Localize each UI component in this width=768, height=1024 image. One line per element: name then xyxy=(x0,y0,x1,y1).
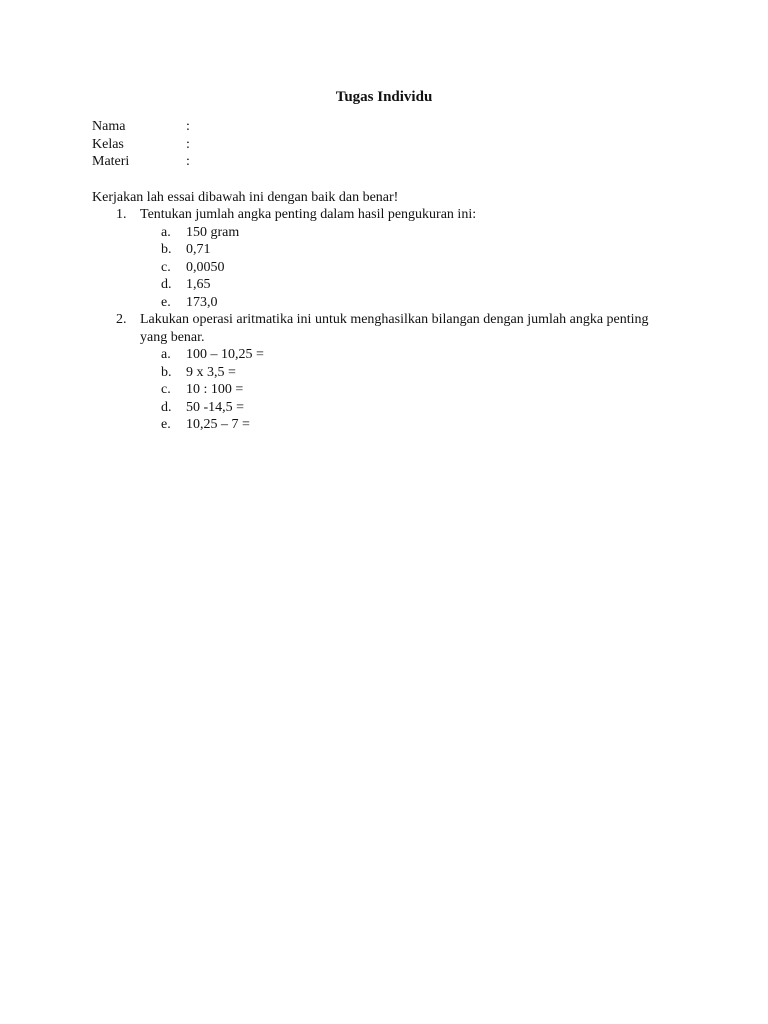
option-text: 100 – 10,25 = xyxy=(186,347,264,362)
info-separator: : xyxy=(186,119,190,134)
question-1 xyxy=(0,206,768,311)
option-letter: c. xyxy=(161,259,171,275)
option-text: 0,0050 xyxy=(186,259,225,275)
option-item xyxy=(0,381,768,399)
option-item xyxy=(0,364,768,382)
instruction-text: Kerjakan lah essai dibawah ini dengan baik dan benar! xyxy=(92,190,399,205)
option-text: 10 : 100 = xyxy=(186,382,244,397)
option-letter: d. xyxy=(161,399,172,415)
question-text: Tentukan jumlah angka penting dalam hasil pengukuran ini: xyxy=(140,207,477,222)
info-row-nama xyxy=(92,118,190,136)
option-item xyxy=(0,399,768,417)
option-item xyxy=(0,294,768,312)
info-separator: : xyxy=(186,136,190,152)
option-letter: a. xyxy=(161,347,171,362)
option-letter: b. xyxy=(161,364,172,380)
info-row-materi xyxy=(92,153,190,171)
question-text: Lakukan operasi aritmatika ini untuk menghasilkan bilangan dengan jumlah angka penting yang benar. xyxy=(140,312,649,345)
option-letter: a. xyxy=(161,224,171,240)
option-item xyxy=(0,224,768,242)
student-info xyxy=(92,118,190,171)
option-letter: e. xyxy=(161,417,171,432)
option-text: 150 gram xyxy=(186,224,240,240)
option-letter: e. xyxy=(161,294,171,310)
option-text: 9 x 3,5 = xyxy=(186,364,236,380)
option-text: 10,25 – 7 = xyxy=(186,417,250,432)
option-item xyxy=(0,259,768,277)
option-text: 1,65 xyxy=(186,277,211,292)
option-letter: b. xyxy=(161,242,172,257)
info-label: Materi xyxy=(92,154,130,169)
question-number: 2. xyxy=(116,312,127,327)
option-item xyxy=(0,276,768,294)
option-item xyxy=(0,346,768,364)
option-item xyxy=(0,241,768,259)
option-text: 173,0 xyxy=(186,294,218,310)
option-item xyxy=(0,416,768,434)
option-text: 50 -14,5 = xyxy=(186,399,245,415)
question-list xyxy=(0,206,768,434)
info-label: Kelas xyxy=(92,136,124,152)
option-text: 0,71 xyxy=(186,242,211,257)
info-separator: : xyxy=(186,154,190,169)
question-2 xyxy=(0,311,768,434)
info-row-kelas xyxy=(92,136,190,154)
option-letter: d. xyxy=(161,277,172,292)
option-letter: c. xyxy=(161,382,171,397)
question-number: 1. xyxy=(116,207,127,222)
info-label: Nama xyxy=(92,119,126,134)
page-title: Tugas Individu xyxy=(335,89,433,105)
